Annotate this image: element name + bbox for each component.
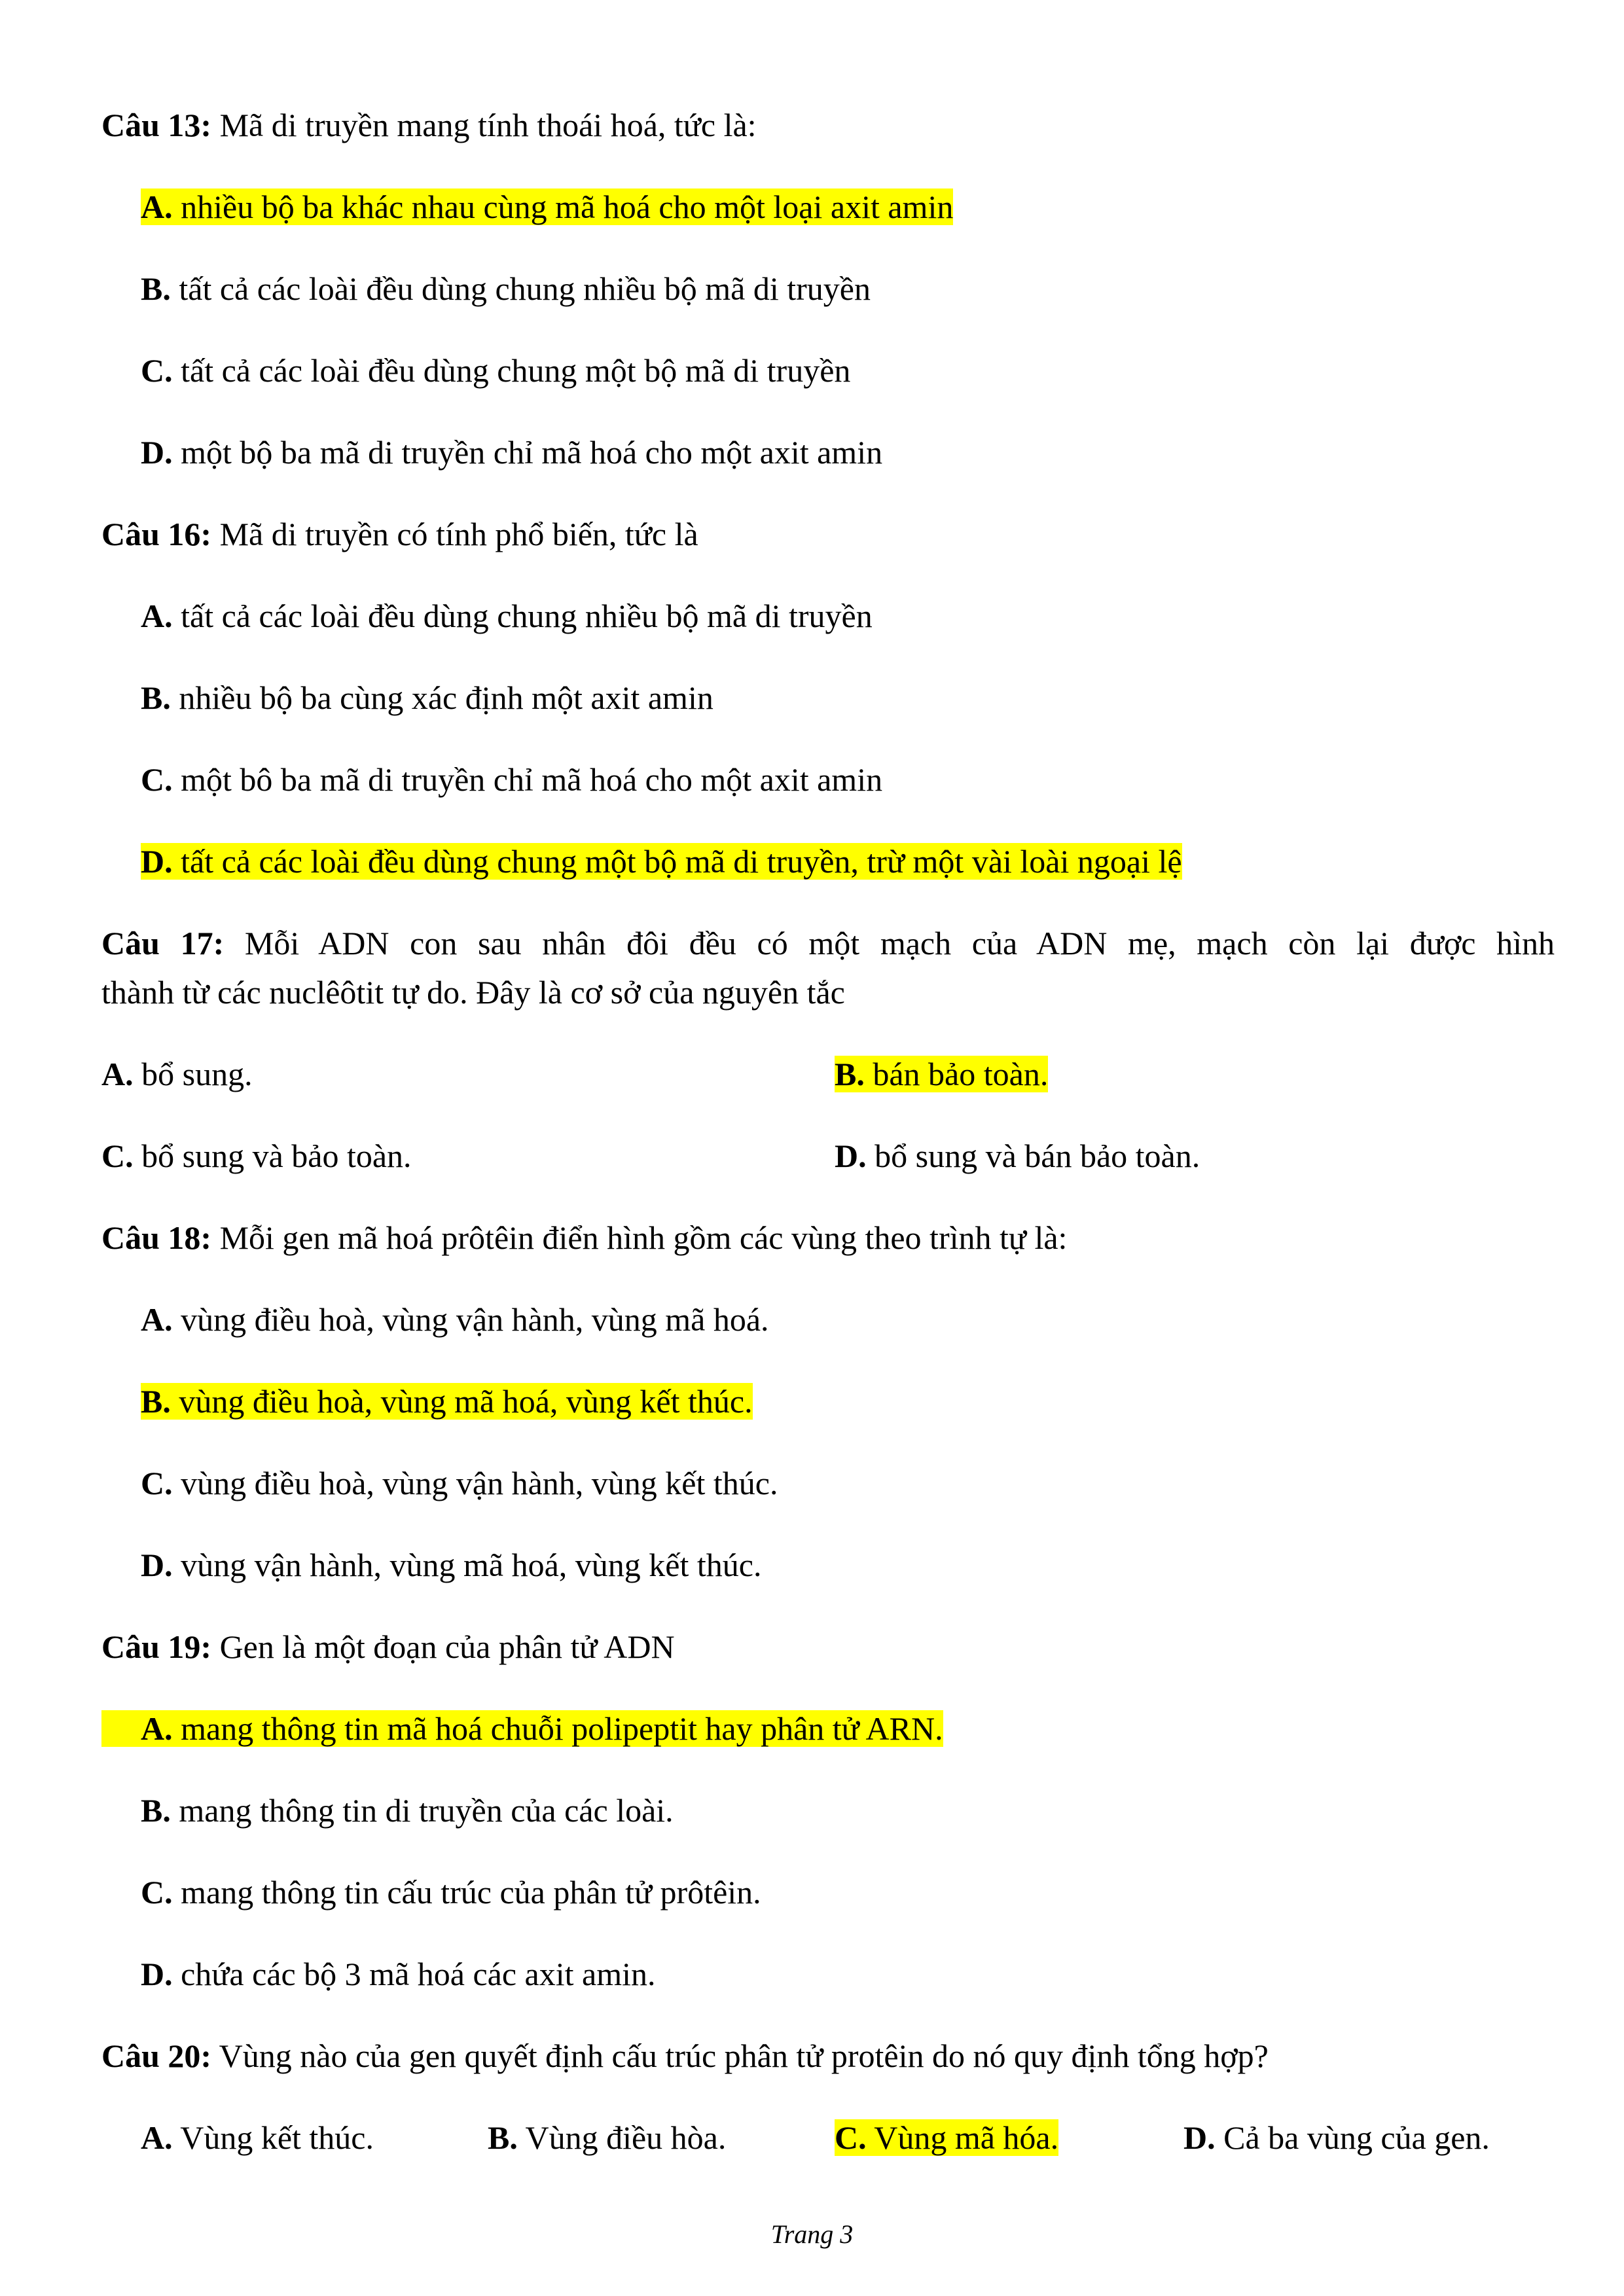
question-16 — [101, 514, 698, 554]
q13-option-a — [141, 187, 953, 227]
q17-option-d — [835, 1136, 1200, 1176]
q20-option-b — [488, 2117, 726, 2158]
answer-highlight — [835, 2119, 1058, 2156]
option-text: một bộ ba mã di truyền chỉ mã hoá cho một axit amin — [172, 434, 883, 471]
option-key: B. — [835, 1056, 865, 1092]
option-text: bổ sung và bán bảo toàn. — [866, 1138, 1200, 1174]
option-key: B. — [488, 2119, 518, 2156]
question-20 — [101, 2036, 1269, 2076]
q18-option-d — [141, 1545, 761, 1585]
q17-option-a — [101, 1054, 253, 1094]
question-text: thành từ các nuclêôtit tự do. Đây là cơ sở của nguyên tắc — [101, 974, 845, 1011]
question-13 — [101, 105, 757, 145]
option-text: Vùng kết thúc. — [172, 2119, 374, 2156]
answer-highlight — [141, 1383, 753, 1420]
q18-option-b — [141, 1381, 753, 1422]
option-key: A. — [141, 2119, 173, 2156]
question-label: Câu 13: — [101, 107, 212, 143]
option-text: chứa các bộ 3 mã hoá các axit amin. — [172, 1956, 656, 1992]
option-key: B. — [141, 679, 171, 716]
option-text: mang thông tin di truyền của các loài. — [170, 1792, 674, 1829]
q19-option-a — [101, 1708, 943, 1749]
question-text: Gen là một đoạn của phân tử ADN — [211, 1628, 675, 1665]
option-text: nhiều bộ ba cùng xác định một axit amin — [170, 679, 713, 716]
question-label: Câu 20: — [101, 2037, 212, 2074]
option-key: A. — [141, 188, 173, 225]
option-text: Cả ba vùng của gen. — [1215, 2119, 1490, 2156]
q20-option-a — [141, 2117, 374, 2158]
q13-option-d — [141, 432, 882, 473]
option-text: Vùng mã hóa. — [866, 2119, 1059, 2156]
option-text: nhiều bộ ba khác nhau cùng mã hoá cho một loại axit amin — [172, 188, 954, 225]
q16-option-d — [141, 841, 1182, 882]
option-text: vùng điều hoà, vùng vận hành, vùng mã hoá. — [172, 1301, 769, 1338]
q17-option-b — [835, 1054, 1048, 1094]
page-number: Trang 3 — [770, 2219, 854, 2249]
option-key: B. — [141, 1383, 171, 1420]
question-label: Câu 16: — [101, 516, 212, 552]
option-key: C. — [141, 1465, 173, 1501]
q13-option-c — [141, 350, 850, 391]
question-17-continued — [101, 972, 845, 1013]
option-key: D. — [835, 1138, 867, 1174]
option-text: mang thông tin mã hoá chuỗi polipeptit hay phân tử ARN. — [172, 1710, 943, 1747]
option-text: vùng vận hành, vùng mã hoá, vùng kết thúc. — [172, 1547, 762, 1583]
answer-highlight — [835, 1056, 1048, 1092]
q19-option-d — [141, 1954, 655, 1994]
question-label: Câu 18: — [101, 1219, 212, 1256]
answer-highlight — [141, 188, 953, 225]
option-key: A. — [141, 598, 173, 634]
option-text: Vùng điều hòa. — [517, 2119, 727, 2156]
option-key: D. — [1183, 2119, 1216, 2156]
answer-highlight — [101, 1710, 943, 1747]
option-text: mang thông tin cấu trúc của phân tử prôtêin. — [172, 1874, 761, 1910]
option-key: C. — [141, 1874, 173, 1910]
option-key: C. — [101, 1138, 134, 1174]
answer-highlight — [141, 843, 1182, 880]
question-text: Vùng nào của gen quyết định cấu trúc phân tử protêin do nó quy định tổng hợp? — [211, 2037, 1269, 2074]
question-text: Mã di truyền mang tính thoái hoá, tức là: — [211, 107, 757, 143]
option-key: D. — [141, 1547, 173, 1583]
q16-option-b — [141, 677, 713, 718]
option-text: một bô ba mã di truyền chỉ mã hoá cho một axit amin — [172, 761, 883, 798]
option-key: D. — [141, 434, 173, 471]
q19-option-c — [141, 1872, 761, 1912]
question-label: Câu 19: — [101, 1628, 212, 1665]
q20-option-c — [835, 2117, 1058, 2158]
option-text: vùng điều hoà, vùng vận hành, vùng kết thúc. — [172, 1465, 778, 1501]
question-label: Câu 17: — [101, 925, 225, 961]
option-key: A. — [141, 1710, 173, 1747]
option-text: tất cả các loài đều dùng chung một bộ mã di truyền — [172, 352, 851, 389]
option-key: C. — [835, 2119, 867, 2156]
option-text: vùng điều hoà, vùng mã hoá, vùng kết thúc. — [170, 1383, 753, 1420]
option-text: tất cả các loài đều dùng chung nhiều bộ mã di truyền — [172, 598, 873, 634]
q13-option-b — [141, 268, 871, 309]
option-key: C. — [141, 761, 173, 798]
option-text: bán bảo toàn. — [864, 1056, 1049, 1092]
q16-option-c — [141, 759, 882, 800]
q18-option-c — [141, 1463, 778, 1503]
option-key: A. — [141, 1301, 173, 1338]
option-text: tất cả các loài đều dùng chung một bộ mã di truyền, trừ một vài loài ngoại lệ — [172, 843, 1182, 880]
question-text: Mỗi gen mã hoá prôtêin điển hình gồm các vùng theo trình tự là: — [211, 1219, 1068, 1256]
q20-option-d — [1183, 2117, 1490, 2158]
q17-option-c — [101, 1136, 412, 1176]
option-key: A. — [101, 1056, 134, 1092]
question-18 — [101, 1217, 1067, 1258]
option-text: bổ sung. — [133, 1056, 253, 1092]
option-text: bổ sung và bảo toàn. — [133, 1138, 412, 1174]
option-text: tất cả các loài đều dùng chung nhiều bộ mã di truyền — [170, 270, 871, 307]
option-key: D. — [141, 1956, 173, 1992]
q18-option-a — [141, 1299, 769, 1340]
option-key: B. — [141, 270, 171, 307]
option-key: C. — [141, 352, 173, 389]
question-19 — [101, 1626, 675, 1667]
option-key: D. — [141, 843, 173, 880]
option-key: B. — [141, 1792, 171, 1829]
question-text: Mỗi ADN con sau nhân đôi đều có một mạch của ADN mẹ, mạch còn lại được hình — [224, 925, 1555, 961]
question-text: Mã di truyền có tính phổ biến, tức là — [211, 516, 698, 552]
q16-option-a — [141, 596, 873, 636]
page-footer — [0, 2219, 1624, 2250]
q19-option-b — [141, 1790, 674, 1831]
question-17 — [101, 923, 1555, 963]
